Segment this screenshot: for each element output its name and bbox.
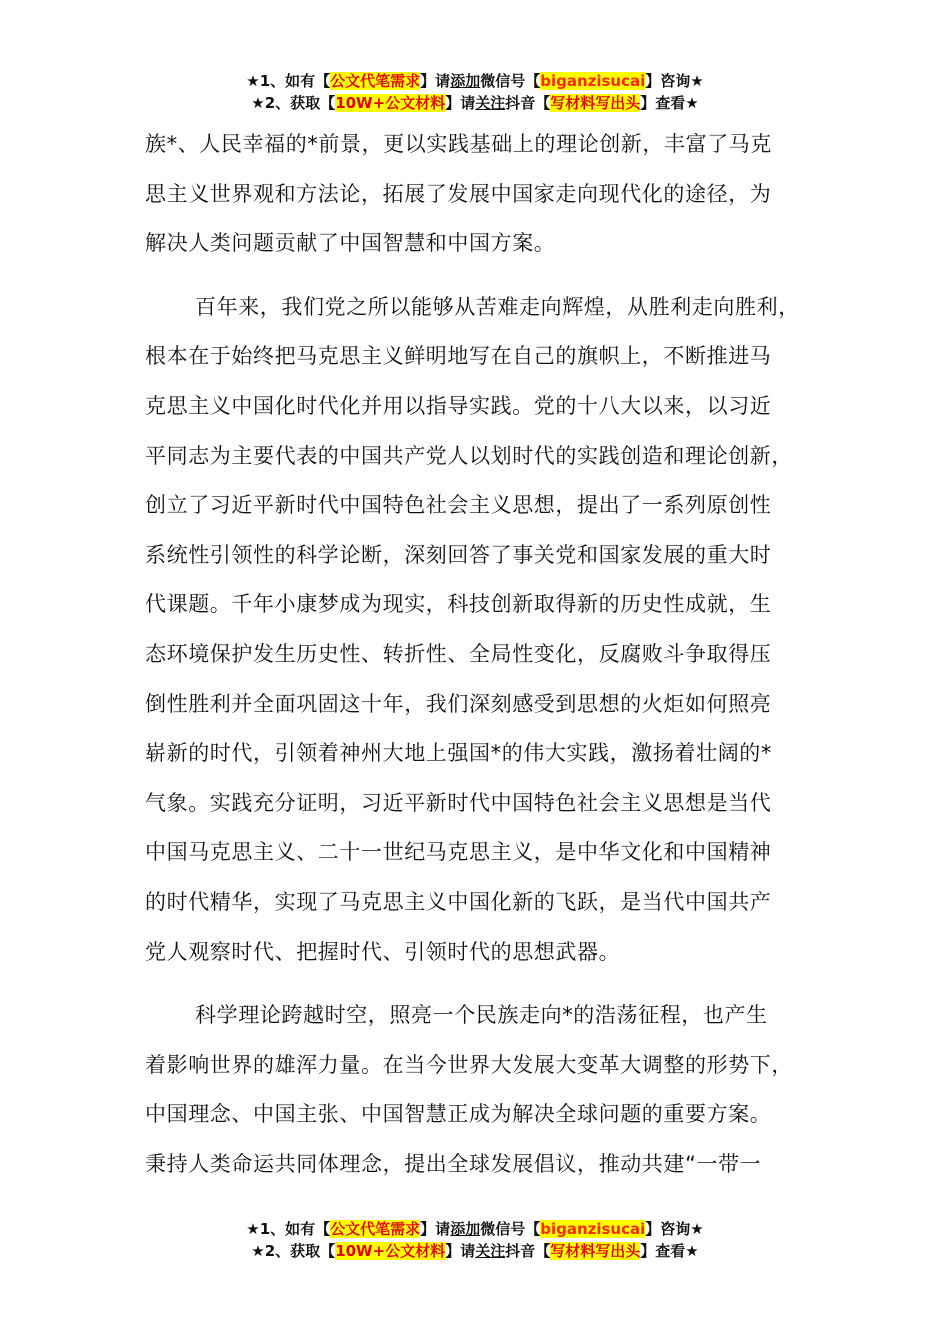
highlight-service: 公文代笔需求 (330, 1220, 421, 1238)
text-line: 系统性引领性的科学论断，深刻回答了事关党和国家发展的重大时 (145, 542, 772, 567)
text-line: 克思主义中国化时代化并用以指导实践。党的十八大以来，以习近 (145, 393, 772, 418)
highlight-materials: 10W+公文材料 (335, 94, 446, 112)
banner-line-2: ★2、获取【10W+公文材料】请关注抖音【写材料写出头】查看★ (251, 94, 699, 112)
text-line: 的时代精华，实现了马克思主义中国化新的飞跃，是当代中国共产 (145, 889, 772, 914)
text-line: 党人观察时代、把握时代、引领时代的思想武器。 (145, 939, 621, 964)
text-line: 秉持人类命运共同体理念，提出全球发展倡议，推动共建“一带一 (145, 1151, 762, 1176)
highlight-service: 公文代笔需求 (330, 72, 421, 90)
document-body (145, 120, 825, 1189)
text-line: 着影响世界的雄浑力量。在当今世界大发展大变革大调整的形势下， (145, 1052, 793, 1077)
douyin-account: 写材料写出头 (550, 1242, 641, 1260)
banner-line-1: ★1、如有【公文代笔需求】请添加微信号【biganzisucai】咨询★ (246, 72, 704, 90)
text-line: 代课题。千年小康梦成为现实，科技创新取得新的历史性成就，生 (145, 592, 772, 617)
text-line: 中国马克思主义、二十一世纪马克思主义，是中华文化和中国精神 (145, 840, 772, 865)
header-banner (0, 70, 950, 114)
text-line: 创立了习近平新时代中国特色社会主义思想，提出了一系列原创性 (145, 493, 772, 518)
text-line: 百年来，我们党之所以能够从苦难走向辉煌，从胜利走向胜利， (195, 294, 800, 319)
wechat-id: biganzisucai (540, 72, 646, 90)
text-line: 科学理论跨越时空，照亮一个民族走向*的浩荡征程，也产生 (195, 1003, 768, 1028)
wechat-id: biganzisucai (540, 1220, 646, 1238)
text-line: 平同志为主要代表的中国共产党人以划时代的实践创造和理论创新， (145, 443, 793, 468)
text-line: 崭新的时代，引领着神州大地上强国*的伟大实践，激扬着壮阔的* (145, 741, 772, 766)
text-line: 解决人类问题贡献了中国智慧和中国方案。 (145, 231, 556, 256)
text-line: 倒性胜利并全面巩固这十年，我们深刻感受到思想的火炬如何照亮 (145, 691, 772, 716)
highlight-materials: 10W+公文材料 (335, 1242, 446, 1260)
banner-line-1: ★1、如有【公文代笔需求】请添加微信号【biganzisucai】咨询★ (246, 1220, 704, 1238)
text-line: 思主义世界观和方法论，拓展了发展中国家走向现代化的途径，为 (145, 181, 772, 206)
text-line: 气象。实践充分证明，习近平新时代中国特色社会主义思想是当代 (145, 790, 772, 815)
douyin-account: 写材料写出头 (550, 94, 641, 112)
text-line: 族*、人民幸福的*前景，更以实践基础上的理论创新，丰富了马克 (145, 132, 772, 156)
text-line: 中国理念、中国主张、中国智慧正成为解决全球问题的重要方案。 (145, 1102, 772, 1127)
banner-line-2: ★2、获取【10W+公文材料】请关注抖音【写材料写出头】查看★ (251, 1242, 699, 1260)
footer-banner (0, 1218, 950, 1262)
text-line: 根本在于始终把马克思主义鲜明地写在自己的旗帜上，不断推进马 (145, 344, 772, 369)
text-line: 态环境保护发生历史性、转折性、全局性变化，反腐败斗争取得压 (145, 641, 772, 666)
